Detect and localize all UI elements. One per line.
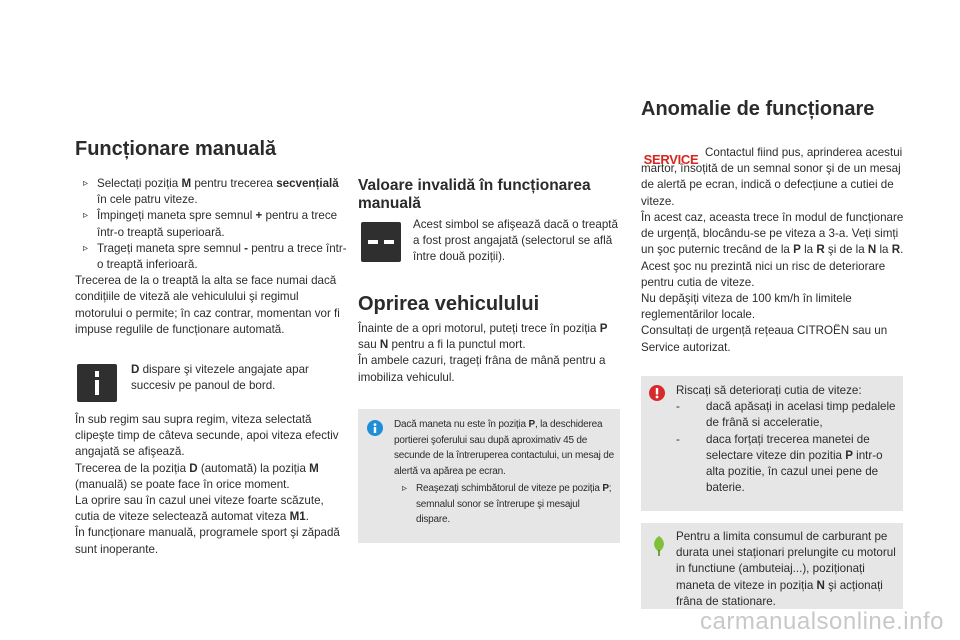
warning-bullet: - daca forțați trecerea manetei de selectare viteze din pozitia P intr-o alta pozitie, în cazul unei pene de baterie. [676, 432, 883, 495]
eco-box [641, 523, 903, 609]
leaf-icon [651, 535, 667, 562]
bullet-item: ▹ Selectați poziția M pentru trecerea secvențială în cele patru viteze. [83, 177, 339, 207]
paragraph: În acest caz, aceasta trece în modul de funcționare de urgență, blocându-se pe viteza a 3-a. Veți simți un şoc puternic trecând de la P la R şi de la N la R. Acest şoc nu prezintă nici un risc de deteriorare pentru cutia de viteze. [641, 211, 904, 289]
service-warning-icon: SERVICE [643, 151, 699, 167]
anomaly-section [641, 210, 906, 356]
info-text: Dacă maneta nu este în poziția P, la deschiderea portierei şoferului sau după aproximativ 45 de secunde de la întreruperea contactului, un mesaj de alertă va apărea pe ecran. [394, 419, 614, 477]
paragraph: Trecerea de la o treaptă la alta se face numai dacă condițiile de viteză ale vehiculului şi regimul motorului o permite; în caz contrar, momentan vor fi impuse regulile de funcționare automată. [75, 274, 340, 336]
paragraph: Înainte de a opri motorul, puteți trece în poziția P sau N pentru a fi la punctul mort. [358, 322, 608, 352]
bullet-item: ▹ Trageți maneta spre semnul - pentru a trece într-o treaptă inferioară. [83, 241, 347, 272]
paragraph: Consultați de urgență rețeaua CITROËN sau un Service autorizat. [641, 324, 888, 354]
paragraph: Trecerea de la poziția D (automată) la poziția M (manuală) se poate face în orice moment. [75, 461, 319, 491]
stop-section [358, 321, 620, 386]
arrow-bullet-icon: ▹ [83, 210, 89, 222]
d-indicator-text: D dispare şi vitezele angajate apar succesiv pe panoul de bord. [131, 363, 309, 393]
gear-indicator-icon [77, 364, 117, 402]
manual-section-2 [75, 412, 347, 558]
arrow-bullet-icon: ▹ [402, 483, 407, 494]
warning-bullet: - dacă apăsați in acelasi timp pedalele de frână si acceleratie, [676, 400, 896, 430]
warning-box [641, 376, 903, 511]
invalid-symbol-text: Acest simbol se afişează dacă o treaptă a fost prost angajată (selectorul se află între două poziții). [413, 218, 618, 264]
paragraph: În sub regim sau supra regim, viteza selectată clipeşte timp de câteva secunde, apoi viteza efectiv angajată se afişează. [75, 413, 339, 459]
section-title-stop: Oprirea vehiculului [358, 293, 540, 315]
paragraph: În ambele cazuri, trageți frâna de mână pentru a imobiliza vehiculul. [358, 354, 606, 384]
section-title-invalid: Valoare invalidă în funcționarea manuală [358, 177, 591, 212]
arrow-bullet-icon: ▹ [83, 178, 89, 189]
section-title-manual: Funcționare manuală [75, 138, 277, 160]
watermark: carmanualsonline.info [700, 608, 944, 635]
info-box [358, 409, 620, 543]
paragraph: În funcționare manuală, programele sport şi zăpadă sunt inoperante. [75, 526, 340, 556]
paragraph: Nu depăşiți viteza de 100 km/h în limitele reglementărilor locale. [641, 292, 852, 322]
info-icon [367, 420, 383, 441]
paragraph: La oprire sau în cazul unei viteze foarte scăzute, cutia de viteze selectează automat viteza M1. [75, 494, 324, 524]
section-title-anomaly: Anomalie de funcționare [641, 98, 875, 120]
eco-text: Pentru a limita consumul de carburant pe durata unei staționari prelungite cu motorul in functiune (ambuteiaj...), poziționați maneta de viteze in poziția N şi acționați frâna de stationare. [676, 530, 896, 608]
anomaly-intro: Contactul fiind pus, aprinderea acestui martor, însoțită de un semnal sonor şi de un mesaj de alertă pe ecran, indică o defecțiune a cutiei de viteze. [641, 146, 903, 208]
bullet-item: ▹ Împingeți maneta spre semnul + pentru a trece într-o treaptă superioară. [83, 209, 338, 239]
double-dash-icon [361, 222, 401, 262]
warning-text: Riscați să deteriorați cutia de viteze: - dacă apăsați in acelasi timp pedalele de frână si acceleratie, - daca forțați trecerea manetei de selectare viteze din pozitia P intr-o alta pozitie, în cazul unei pene de baterie. [676, 383, 898, 496]
manual-section [75, 176, 347, 338]
info-bullet: ▹ Reaşezați schimbătorul de viteze pe poziția P; semnalul sonor se întrerupe şi mesajul dispare. [402, 483, 612, 525]
arrow-bullet-icon: ▹ [83, 242, 89, 254]
exclamation-icon [649, 385, 665, 406]
